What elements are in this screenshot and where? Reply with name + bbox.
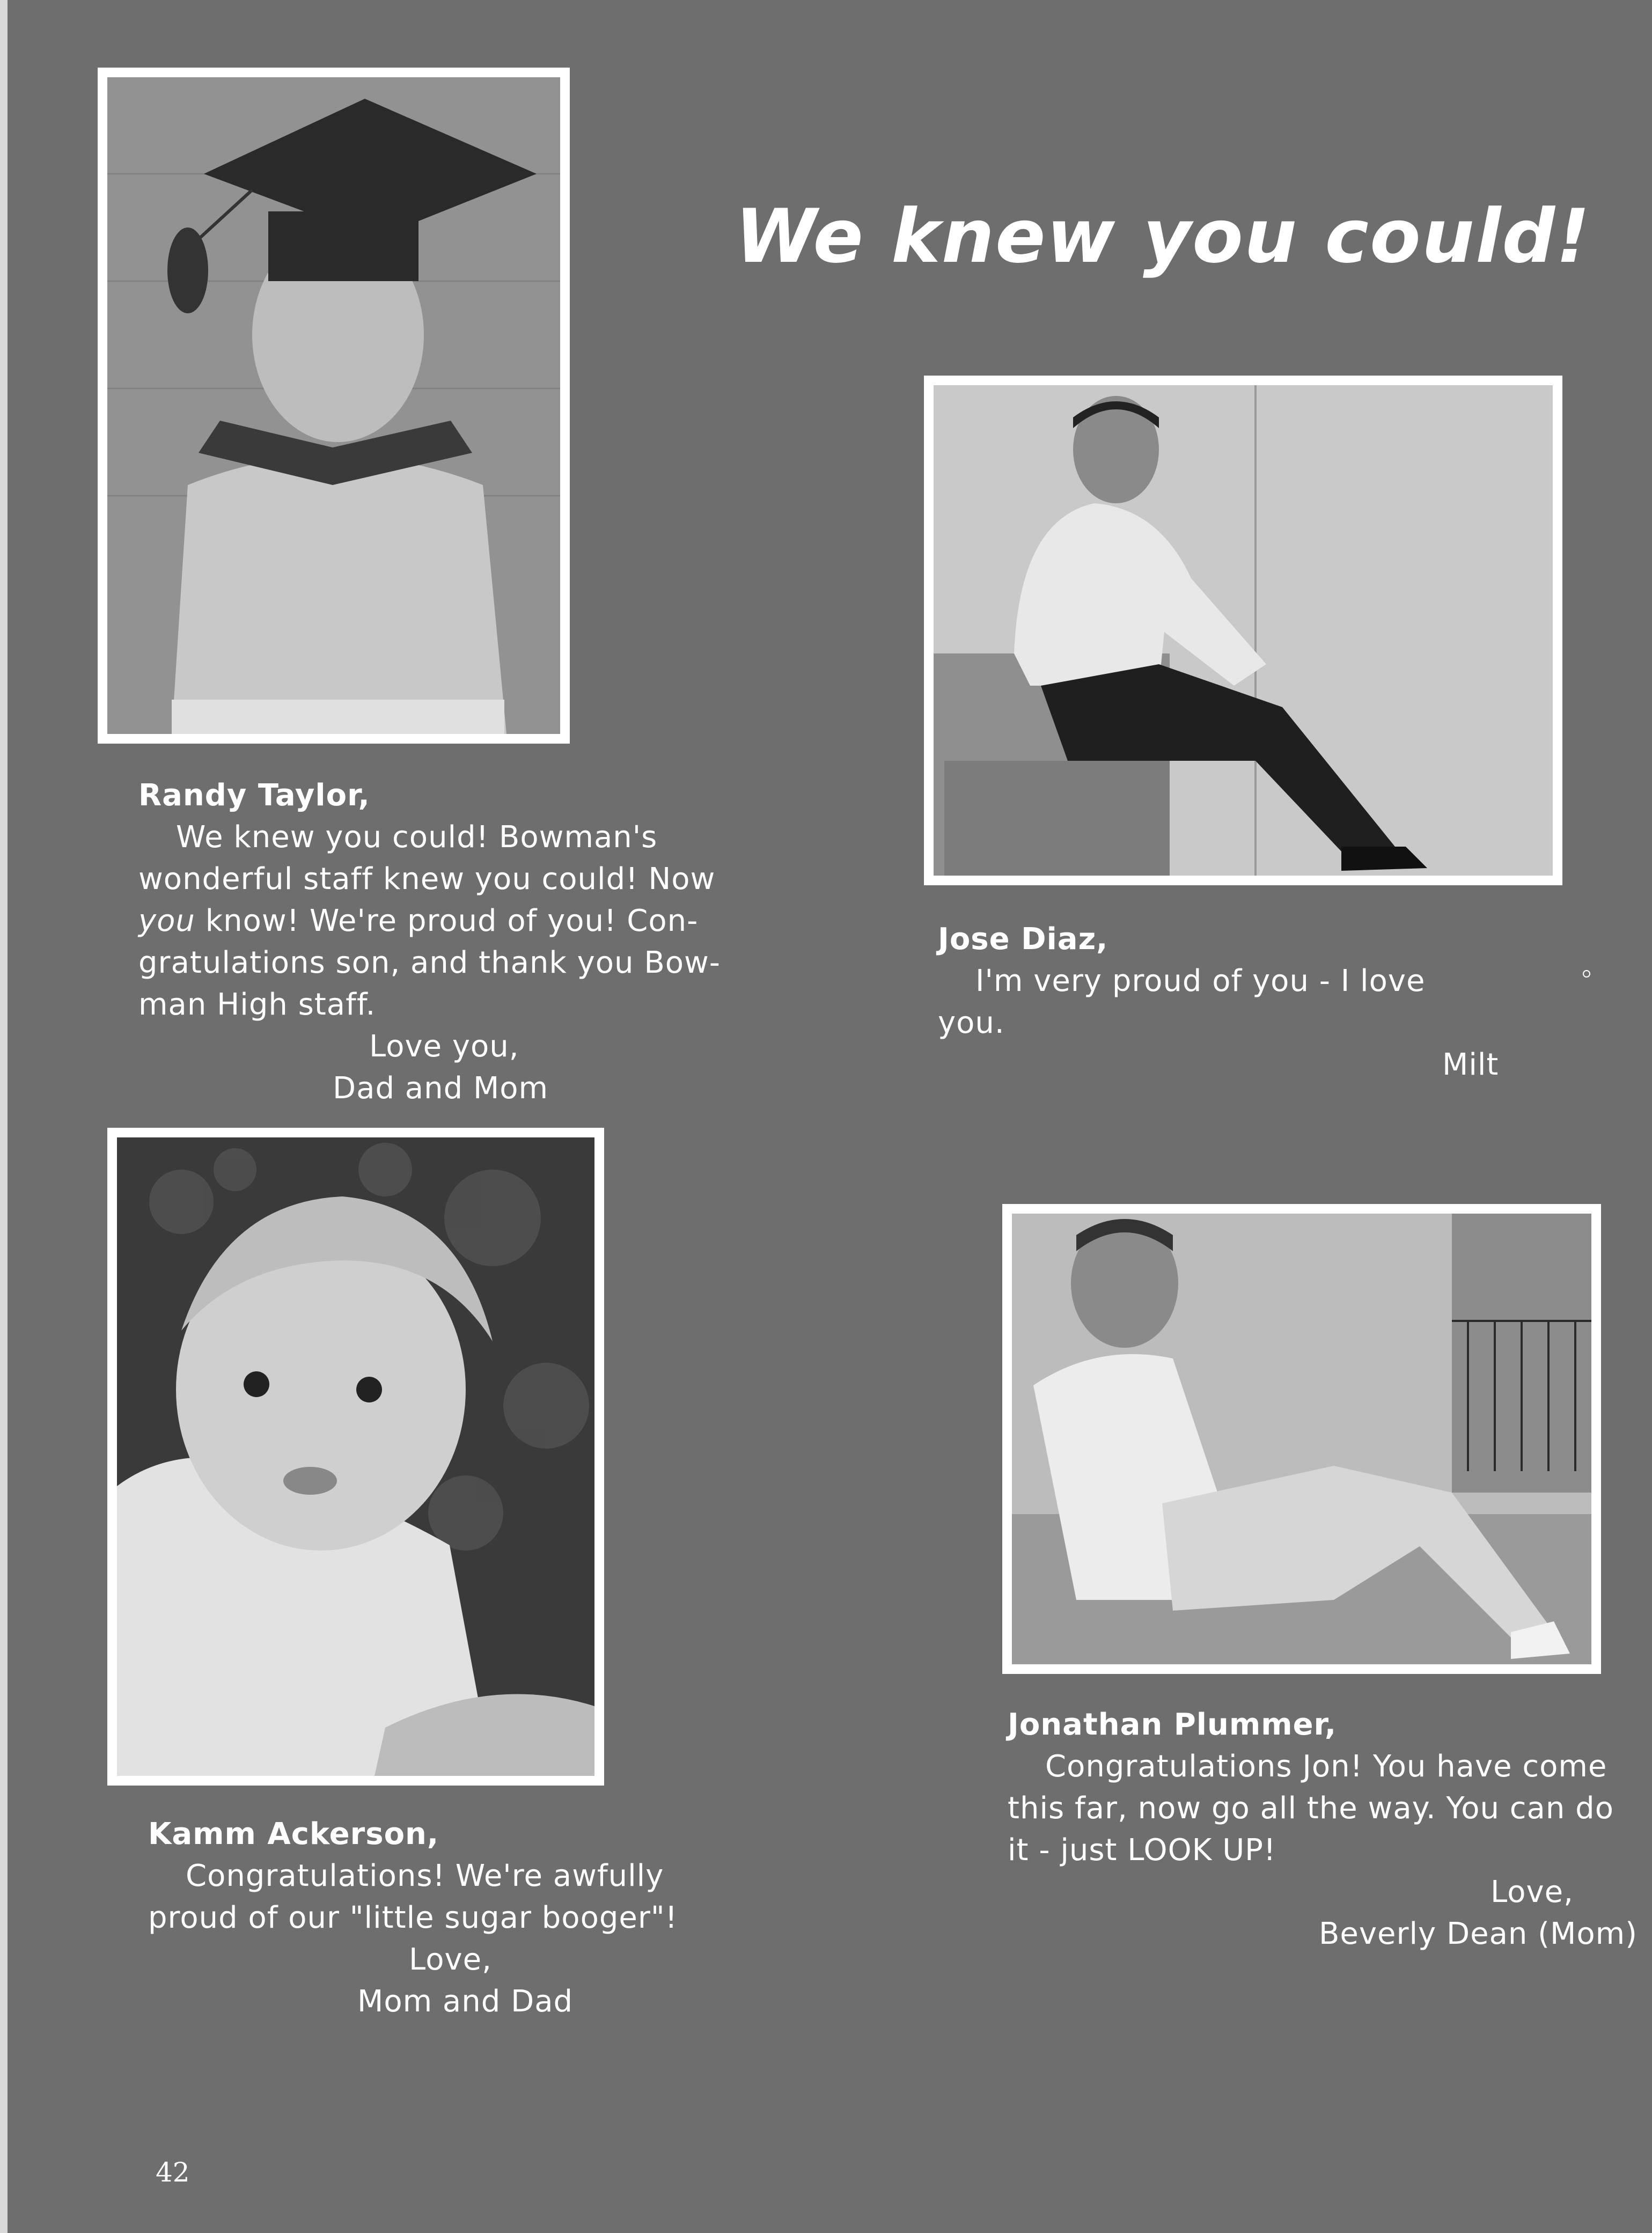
- message-jose-diaz: [938, 919, 1499, 1086]
- photo-randy-taylor: [98, 68, 570, 744]
- message-name: Kamm Ackerson,: [148, 1817, 439, 1852]
- message-body: Congratulations Jon! You have come this far, now go all the way. You can do it - just LOOK UP!: [1008, 1749, 1614, 1868]
- page-headline: We knew you could!: [735, 193, 1591, 280]
- message-body: I'm very proud of you - I love you.: [938, 964, 1426, 1040]
- photo-jonathan-plummer: [1002, 1204, 1601, 1674]
- message-jonathan-plummer: [1008, 1704, 1638, 1955]
- page-edge: [0, 0, 8, 2233]
- message-randy-taylor: [138, 775, 750, 1110]
- message-body: We knew you could! Bowman's wonderful staff knew you could! Now you know! We're proud of you! Con-gratulations son, and thank you Bow-man High staff.: [138, 820, 721, 1022]
- message-signature: Dad and Mom: [333, 1071, 549, 1106]
- message-closing: Love you,: [369, 1029, 519, 1064]
- page-number: 42: [156, 2157, 190, 2188]
- message-body: Congratulations! We're awfully proud of our "little sugar booger"!: [148, 1859, 678, 1935]
- photo-jose-diaz: [924, 376, 1562, 885]
- message-signature: Beverly Dean (Mom): [1319, 1916, 1638, 1951]
- photo-kamm-ackerson: [107, 1128, 604, 1786]
- message-name: Jonathan Plummer,: [1008, 1707, 1337, 1742]
- message-closing: Love,: [409, 1942, 492, 1977]
- photo-jose-diaz-image: [934, 385, 1553, 876]
- message-kamm-ackerson: [148, 1813, 717, 2023]
- message-signature: Milt: [1442, 1047, 1499, 1082]
- message-closing: Love,: [1491, 1875, 1574, 1909]
- message-signature: Mom and Dad: [357, 1984, 574, 2019]
- photo-randy-taylor-image: [107, 77, 560, 734]
- photo-kamm-ackerson-image: [117, 1137, 594, 1776]
- stray-mark: [1583, 970, 1590, 978]
- message-name: Randy Taylor,: [138, 778, 370, 813]
- message-name: Jose Diaz,: [938, 922, 1108, 957]
- photo-jonathan-plummer-image: [1012, 1214, 1591, 1664]
